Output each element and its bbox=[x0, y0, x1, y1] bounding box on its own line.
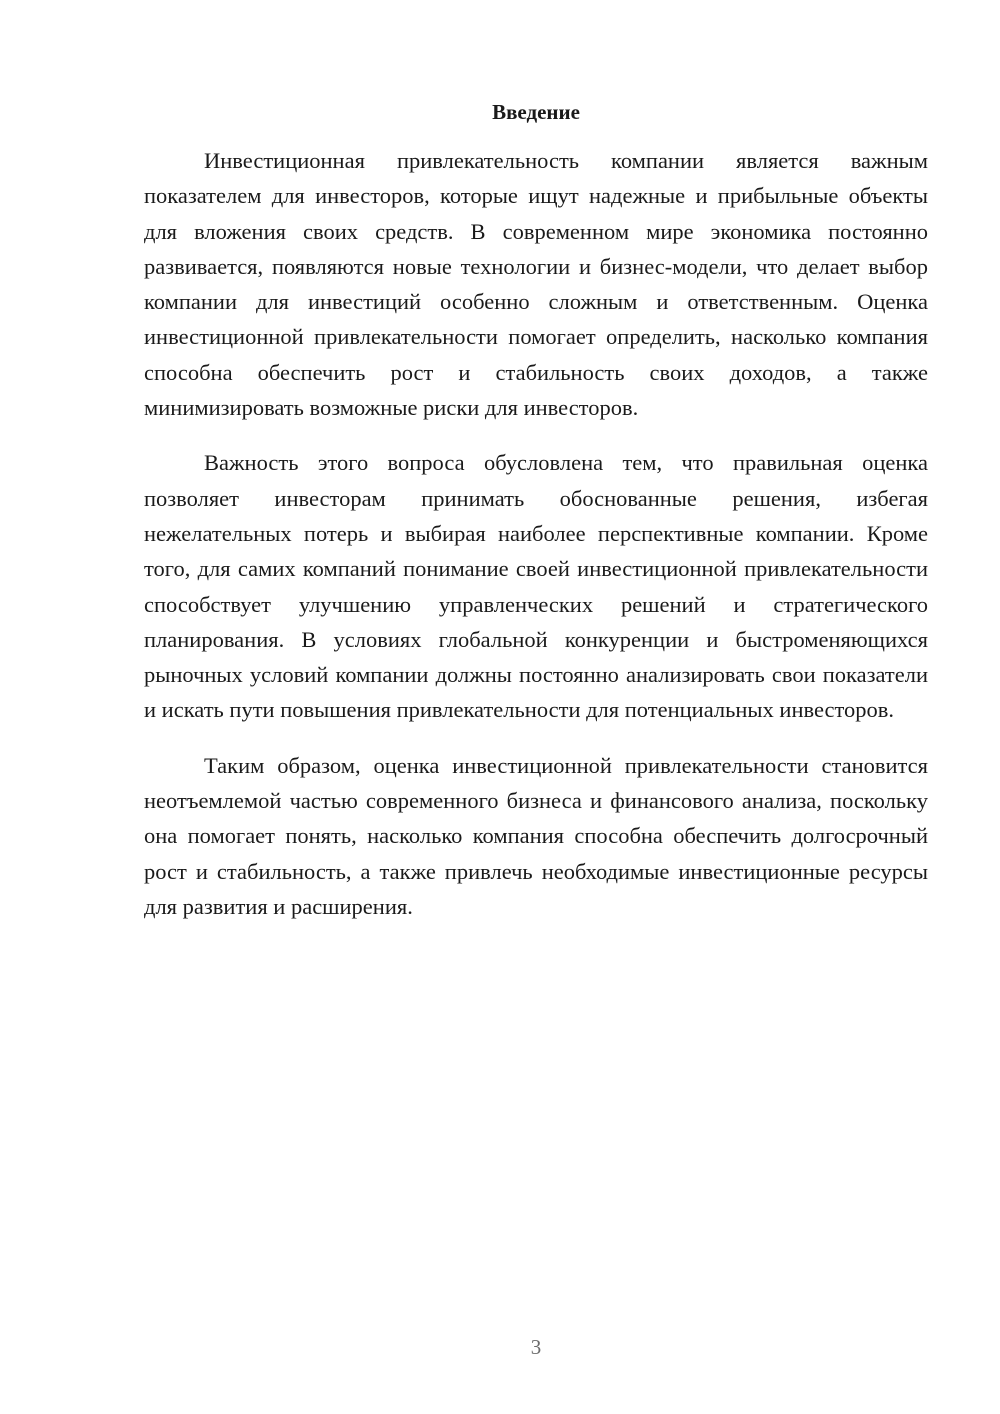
body-text bbox=[144, 143, 928, 944]
paragraph-2: Важность этого вопроса обусловлена тем, что правильная оценка позволяет инвесторам принимать обоснованные решения, избегая нежелательных потерь и выбирая наиболее перспективные компании. Кроме того, для самих компаний понимание своей инвестиционной привлекательности способствует улучшению управленческих решений и стратегического планирования. В условиях глобальной конкуренции и быстроменяющихся рыночных условий компании должны постоянно анализировать свои показатели и искать пути повышения привлекательности для потенциальных инвесторов. bbox=[144, 450, 928, 723]
page-number: 3 bbox=[530, 1335, 542, 1359]
paragraph-1: Инвестиционная привлекательность компании является важным показателем для инвесторов, которые ищут надежные и прибыльные объекты для вложения своих средств. В современном мире экономика постоянно развивается, появляются новые технологии и бизнес-модели, что делает выбор компании для инвестиций особенно сложным и ответственным. Оценка инвестиционной привлекательности помогает определить, насколько компания способна обеспечить рост и стабильность своих доходов, а также минимизировать возможные риски для инвесторов. bbox=[144, 148, 928, 421]
paragraph-3: Таким образом, оценка инвестиционной привлекательности становится неотъемлемой частью современного бизнеса и финансового анализа, поскольку она помогает понять, насколько компания способна обеспечить долгосрочный рост и стабильность, а также привлечь необходимые инвестиционные ресурсы для развития и расширения. bbox=[144, 752, 928, 919]
section-title: Введение bbox=[492, 100, 580, 124]
